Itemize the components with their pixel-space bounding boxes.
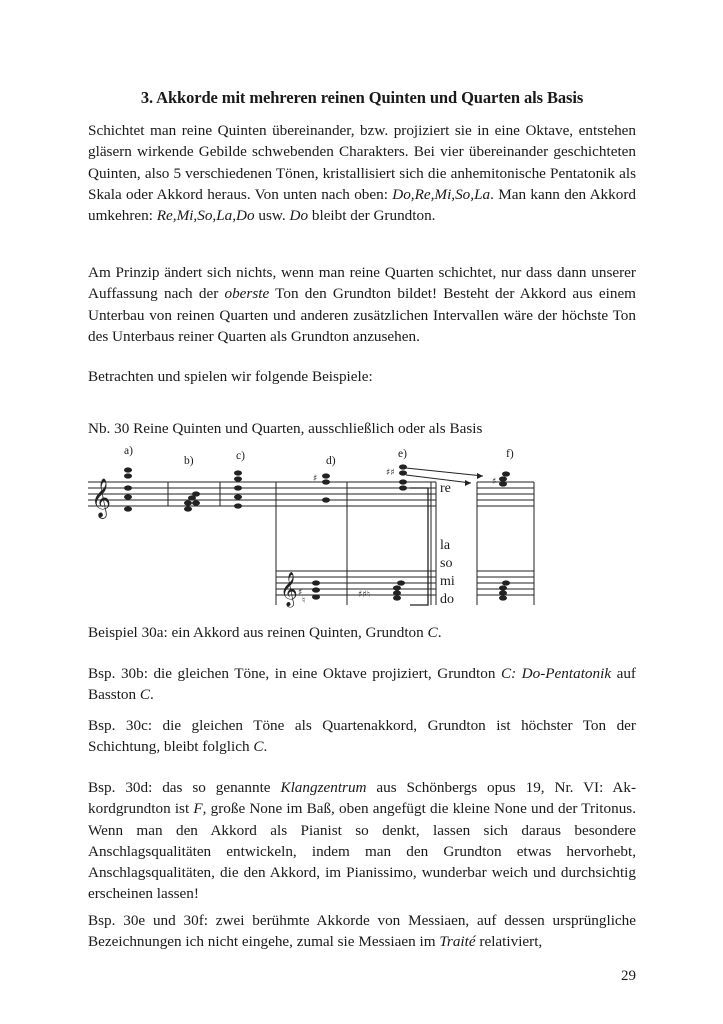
- chord-e: [358, 464, 407, 600]
- body-text: , große None im Baß, oben angefügt die kleine None und der Tritonus. Wenn man den Akkord als Pianist so denkt, lassen sich daraus besondere Anschlagsqualitäten entwickeln, indem man den Grundton etwas hervorhebt, Anschlagsqualitäten, die den Akkord, im Pianissimo, wunderbar weich und durchsichtig erscheinen lassen!: [88, 800, 636, 903]
- chord-a: [124, 467, 132, 511]
- music-notation-figure: [88, 445, 636, 617]
- emphasis-text: F: [193, 800, 203, 818]
- paragraph-bsp-30e-30f: [88, 910, 636, 953]
- example-label-e: e): [398, 448, 407, 460]
- paragraph-bsp-30a: [88, 622, 636, 643]
- svg-text:♯♯: ♯♯: [386, 468, 395, 478]
- body-text: usw.: [254, 207, 290, 225]
- body-text: . Man kann den Akkord umkehren:: [88, 185, 636, 225]
- body-text: Ton den Grundton bildet! Besteht der Akkord aus einem Unterbau von reinen Quarten und anderen zusätzlichen Intervallen wäre der höchste Ton des Unterbaus reiner Quarten als Grundton anzusehen.: [88, 285, 636, 345]
- body-text: relativiert,: [475, 933, 543, 951]
- paragraph-beispiele-intro: [88, 366, 636, 387]
- paragraph-bsp-30c: [88, 715, 636, 758]
- body-text: .: [263, 738, 268, 756]
- svg-text:♯: ♯: [298, 588, 303, 598]
- body-text: Betrachten und spielen wir folgende Beispiele:: [88, 368, 373, 385]
- emphasis-text: C: Do-Pentatonik: [500, 665, 612, 682]
- treble-clef-icon: 𝄞: [91, 478, 112, 518]
- example-label-a: a): [124, 445, 133, 457]
- emphasis-text: Do: [289, 207, 309, 225]
- score-svg: [88, 445, 636, 617]
- paragraph-bsp-30b: [88, 663, 636, 706]
- body-text: Beispiel 30a: ein Akkord aus reinen Quinten, Grundton: [88, 624, 428, 641]
- emphasis-text: C: [427, 624, 438, 641]
- svg-text:♯♯♮: ♯♯♮: [358, 590, 370, 600]
- svg-text:♮: ♮: [302, 596, 306, 606]
- body-text: auf Basston: [88, 665, 636, 704]
- body-text: Am Prinzip ändert sich nichts, wenn man reine Quarten schichtet, nur dass dann unserer Auffassung nach der: [88, 264, 636, 303]
- emphasis-text: Do,Re,Mi,So,La: [392, 185, 491, 203]
- body-text: Bsp. 30d: das so genannte: [88, 779, 281, 796]
- emphasis-text: C: [253, 738, 264, 756]
- body-text: Schichtet man reine Quinten übereinander, bzw. projiziert sie in eine Oktave, entstehen gläsern wirkende Gebilde schwebenden Charakters. Bei vier übereinander geschichteten Quinten, also 5 verschiedenen Tönen, kristallisiert sich die anhemitonische Pentatonik als Skala oder Akkord heraus. Von unten nach oben:: [88, 122, 636, 203]
- paragraph-quinten: [88, 120, 636, 226]
- chord-d: [298, 473, 330, 606]
- emphasis-text: Traité: [439, 933, 476, 951]
- paragraph-bsp-30d: [88, 777, 636, 905]
- treble-clef-icon: 𝄞: [280, 572, 298, 607]
- example-label-b: b): [184, 455, 194, 467]
- emphasis-text: Klangzentrum: [280, 779, 367, 796]
- svg-text:♯: ♯: [492, 477, 497, 487]
- body-text: .: [150, 686, 154, 704]
- chord-c: [234, 470, 242, 508]
- figure-caption: [88, 418, 636, 439]
- svg-text:♯: ♯: [313, 474, 318, 484]
- body-text: aus Schönbergs opus 19, Nr. VI: Akkordgrundton ist: [88, 779, 636, 818]
- body-text: Bsp. 30c: die gleichen Töne als Quartenakkord, Grundton ist höchster Ton der Schichtung, bleibt folglich: [88, 717, 636, 756]
- body-text: bleibt der Grundton.: [308, 207, 436, 225]
- example-label-c: c): [236, 450, 245, 462]
- body-text: Bsp. 30b: die gleichen Töne, in eine Oktave projiziert, Grundton: [88, 665, 501, 682]
- paragraph-quarten: [88, 262, 636, 347]
- example-label-d: d): [326, 455, 336, 467]
- solfege-mi: mi: [440, 574, 455, 589]
- chord-f: [492, 471, 510, 600]
- emphasis-text: oberste: [224, 285, 270, 303]
- body-text: .: [437, 624, 442, 641]
- solfege-do: do: [440, 592, 454, 607]
- page-number: 29: [621, 968, 636, 984]
- upper-staff: [88, 482, 534, 506]
- emphasis-text: Re,Mi,So,La,Do: [156, 207, 255, 225]
- solfege-re: re: [440, 481, 451, 496]
- emphasis-text: C: [139, 686, 151, 704]
- body-text: Bsp. 30e und 30f: zwei berühmte Akkorde von Messiaen, auf dessen ursprüngliche Bezeichnungen ich nicht eingehe, zumal sie Messiaen im: [88, 912, 636, 951]
- section-heading: 3. Akkorde mit mehreren reinen Quinten und Quarten als Basis: [140, 88, 584, 107]
- solfege-la: la: [440, 538, 451, 553]
- solfege-so: so: [440, 556, 453, 571]
- body-text: Nb. 30 Reine Quinten und Quarten, ausschließlich oder als Basis: [88, 420, 483, 437]
- example-label-f: f): [506, 448, 514, 460]
